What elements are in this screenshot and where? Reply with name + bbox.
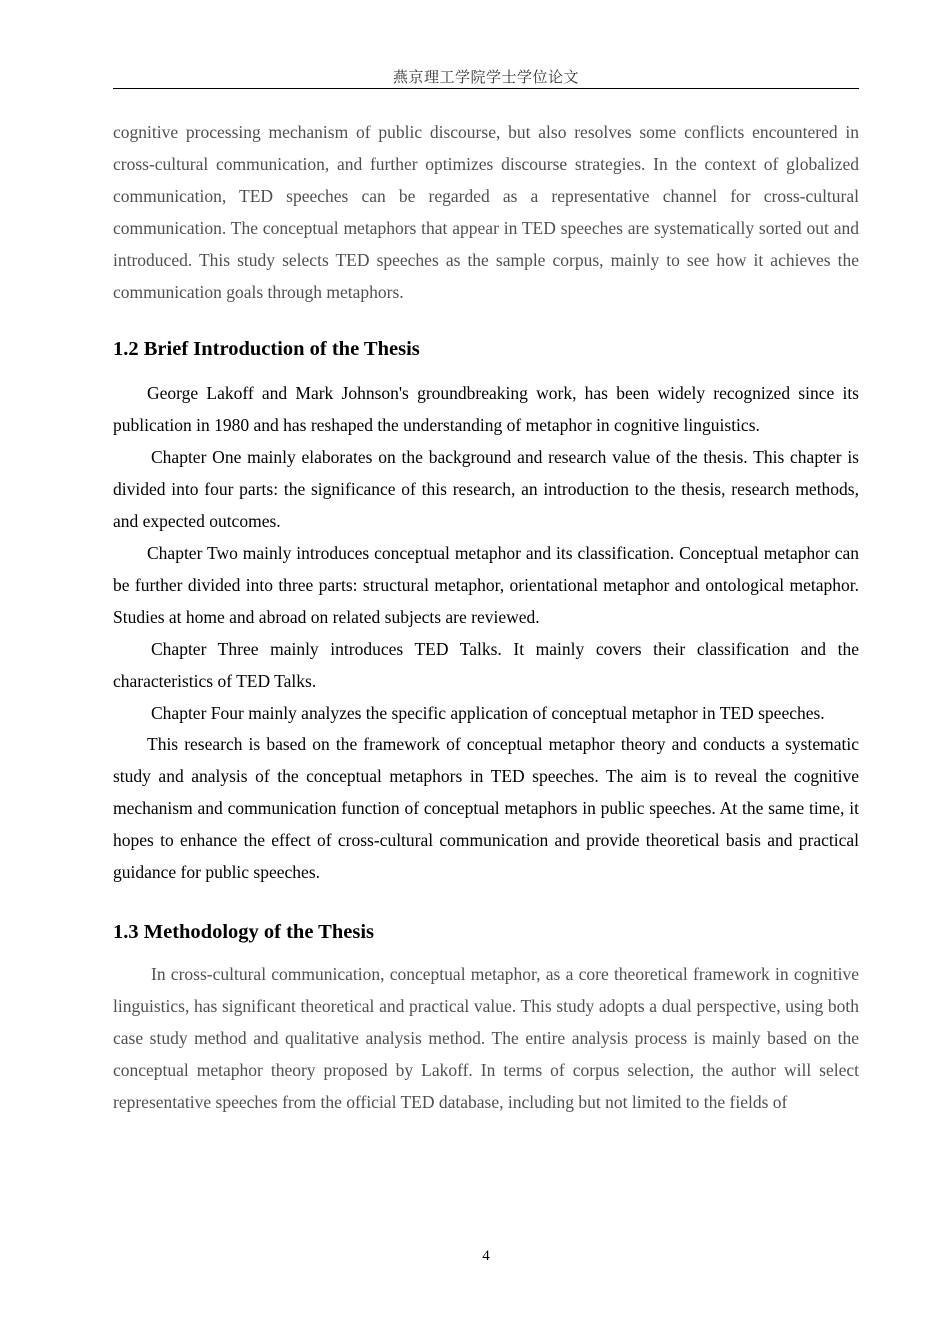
- section-heading-1-3: 1.3 Methodology of the Thesis: [113, 920, 375, 943]
- section-1-2-paragraph: Chapter Two mainly introduces conceptual metaphor and its classification. Conceptual metaphor can be further divided into three parts: structural metaphor, orientational metaphor and ontological metaphor. Studies at home and abroad on related subjects are reviewed.: [113, 542, 859, 627]
- section-1-2-paragraph: This research is based on the framework of conceptual metaphor theory and conducts a systematic study and analysis of the conceptual metaphors in TED speeches. The aim is to reveal the cognitive mechanism and communication function of conceptual metaphors in public speeches. At the same time, it hopes to enhance the effect of cross-cultural communication and provide theoretical basis and practical guidance for public speeches.: [113, 734, 859, 883]
- page-number: 4: [482, 1248, 490, 1264]
- header-rule: [113, 88, 859, 89]
- section-heading-1-2: 1.2 Brief Introduction of the Thesis: [113, 338, 420, 361]
- section-1-3-paragraph: In cross-cultural communication, conceptual metaphor, as a core theoretical framework in cognitive linguistics, has significant theoretical and practical value. This study adopts a dual perspective, using both case study method and qualitative analysis method. The entire analysis process is mainly based on the conceptual metaphor theory proposed by Lakoff. In terms of corpus selection, the author will select representative speeches from the official TED database, including but not limited to the fields of: [113, 963, 859, 1112]
- section-1-2-paragraph: George Lakoff and Mark Johnson's groundbreaking work, has been widely recognized since its publication in 1980 and has reshaped the understanding of metaphor in cognitive linguistics.: [113, 383, 859, 436]
- section-1-2-paragraph: Chapter One mainly elaborates on the background and research value of the thesis. This chapter is divided into four parts: the significance of this research, an introduction to the thesis, research methods, and expected outcomes.: [113, 447, 859, 532]
- page-content: [113, 117, 859, 1118]
- section-1-2-paragraph: Chapter Three mainly introduces TED Talks. It mainly covers their classification and the characteristics of TED Talks.: [113, 638, 859, 691]
- intro-paragraph: cognitive processing mechanism of public discourse, but also resolves some conflicts encountered in cross-cultural communication, and further optimizes discourse strategies. In the context of globalized communication, TED speeches can be regarded as a representative channel for cross-cultural communication. The conceptual metaphors that appear in TED speeches are systematically sorted out and introduced. This study selects TED speeches as the sample corpus, mainly to see how it achieves the communication goals through metaphors.: [113, 122, 859, 302]
- running-header: 燕京理工学院学士学位论文: [392, 68, 579, 86]
- section-1-2-paragraph: Chapter Four mainly analyzes the specific application of conceptual metaphor in TED speeches.: [151, 702, 825, 723]
